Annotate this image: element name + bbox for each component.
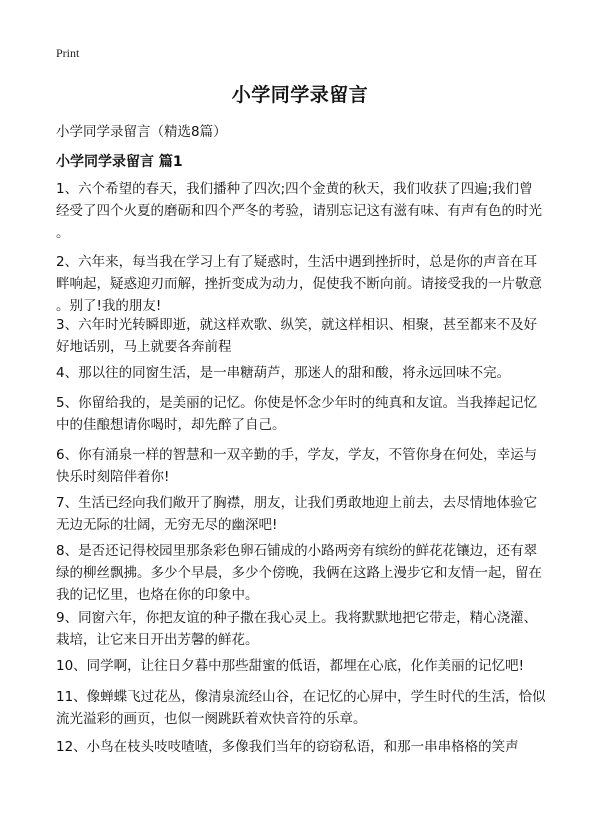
paragraph-10 <box>56 655 554 677</box>
paragraph-line: 无边无际的壮阔，无穷无尽的幽深吧! <box>56 517 278 533</box>
paragraph-line: 经受了四个火夏的磨砺和四个严冬的考验，请别忘记这有滋有味、有声有色的时光 <box>56 203 542 219</box>
paragraph-line: 。 <box>56 225 70 241</box>
paragraph-line: 5、你留给我的，是美丽的记忆。你使是怀念少年时的纯真和友谊。当我捧起记忆 <box>56 395 538 411</box>
paragraph-line: 中的佳酿想请你喝时，却先醉了自己。 <box>56 417 286 433</box>
paragraph-4 <box>56 362 554 384</box>
paragraph-line: 1、六个希望的春天，我们播种了四次;四个金黄的秋天，我们收获了四遍;我们曾 <box>56 181 533 197</box>
paragraph-line: 7、生活已经向我们敞开了胸襟，朋友，让我们勇敢地迎上前去，去尽情地体验它 <box>56 495 538 511</box>
paragraph-line: 快乐时刻陪伴着你! <box>56 469 170 485</box>
paragraph-line: 。别了!我的朋友! <box>56 298 162 314</box>
paragraph-line: 10、同学啊，让往日夕暮中那些甜蜜的低语，都埋在心底，化作美丽的记忆吧! <box>56 658 525 674</box>
paragraph-line: 我的记忆里，也烙在你的印象中。 <box>56 587 259 603</box>
paragraph-3 <box>56 314 554 358</box>
paragraph-11 <box>56 686 554 730</box>
paragraph-8 <box>56 540 554 606</box>
paragraph-line: 11、像蝉蝶飞过花丛，像清泉流经山谷，在记忆的心屏中，学生时代的生活，恰似 <box>56 689 546 705</box>
paragraph-line: 2、六年来，每当我在学习上有了疑惑时，生活中遇到挫折时，总是你的声音在耳 <box>56 254 538 270</box>
paragraph-12 <box>56 736 554 758</box>
document-title: 小学同学录留言 <box>231 84 369 106</box>
paragraph-line: 6、你有涌泉一样的智慧和一双辛勤的手，学友，学友，不管你身在何处，幸运与 <box>56 447 538 463</box>
paragraph-line: 9、同窗六年，你把友谊的种子撒在我心灵上。我将默默地把它带走，精心浇灌、 <box>56 610 538 626</box>
paragraph-5 <box>56 392 554 436</box>
paragraph-1 <box>56 178 554 244</box>
paragraph-line: 3、六年时光转瞬即逝，就这样欢歌、纵笑，就这样相识、相聚，甚至都来不及好 <box>56 317 538 333</box>
paragraph-line: 4、那以往的同窗生活，是一串糖葫芦，那迷人的甜和酸，将永远回味不完。 <box>56 365 511 381</box>
paragraph-line: 8、是否还记得校园里那条彩色卵石铺成的小路两旁有缤纷的鲜花花镶边，还有翠 <box>56 543 538 559</box>
paragraph-6 <box>56 444 554 488</box>
paragraph-9 <box>56 607 554 651</box>
paragraph-line: 12、小鸟在枝头吱吱喳喳，多像我们当年的窃窃私语，和那一串串格格的笑声 <box>56 739 519 755</box>
paragraph-line: 好地话别，马上就要各奔前程 <box>56 339 232 355</box>
paragraph-line: 栽培，让它来日开出芳馨的鲜花。 <box>56 632 259 648</box>
document-subtitle: 小学同学录留言（精选8篇） <box>56 124 227 140</box>
paragraph-2 <box>56 251 554 317</box>
section-heading: 小学同学录留言 篇1 <box>56 154 183 170</box>
paragraph-7 <box>56 492 554 536</box>
paragraph-line: 畔响起，疑惑迎刃而解，挫折变成为动力，促使我不断向前。请接受我的一片敬意 <box>56 276 542 292</box>
print-label: Print <box>56 46 80 60</box>
paragraph-line: 绿的柳丝飘拂。多少个早晨，多少个傍晚，我俩在这路上漫步它和友情一起，留在 <box>56 565 542 581</box>
paragraph-line: 流光溢彩的画页，也似一阕跳跃着欢快音符的乐章。 <box>56 711 367 727</box>
